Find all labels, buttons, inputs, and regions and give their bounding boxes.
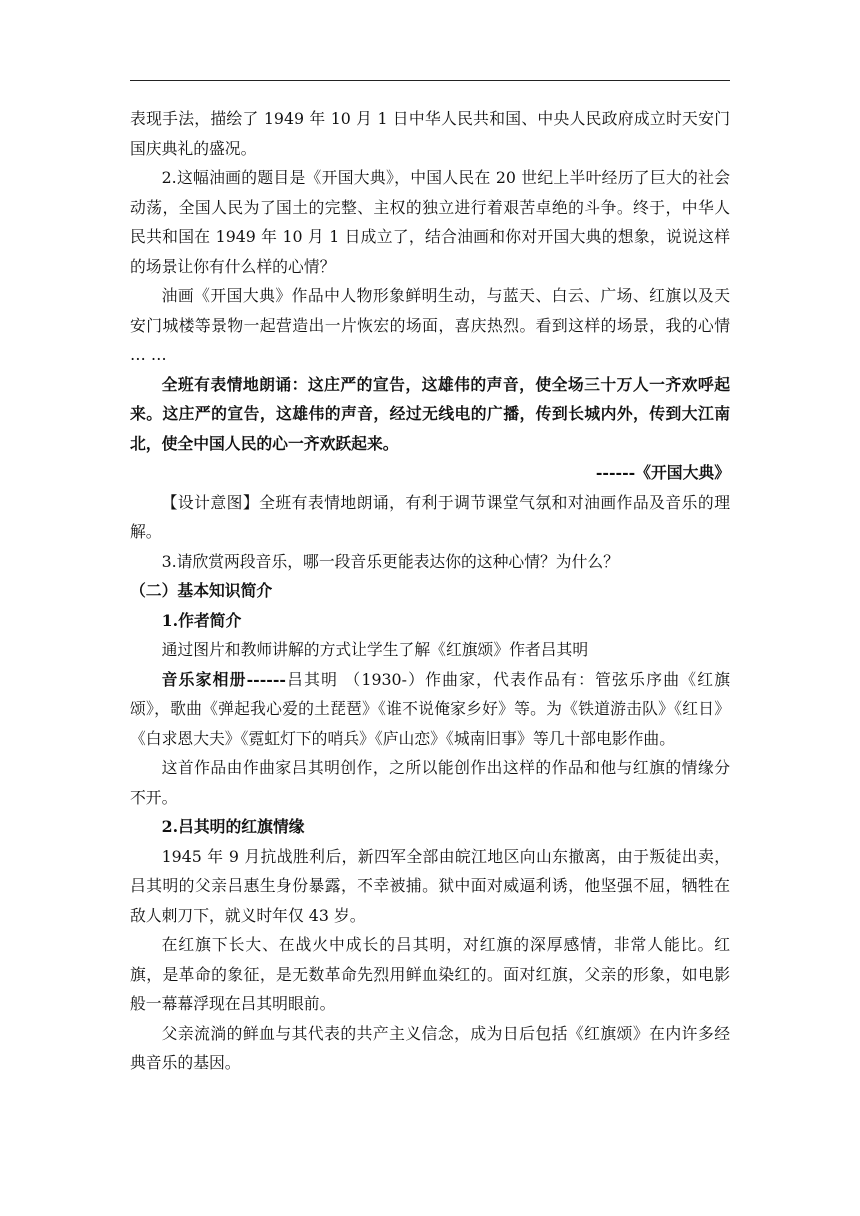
paragraph: 油画《开国大典》作品中人物形象鲜明生动，与蓝天、白云、广场、红旗以及天安门城楼等景物一起营造出一片恢宏的场面，喜庆热烈。看到这样的场景，我的心情 … …: [130, 286, 730, 364]
header-rule: [130, 80, 730, 81]
paragraph: 表现手法，描绘了 1949 年 10 月 1 日中华人民共和国、中央人民政府成立时天安门国庆典礼的盛况。: [130, 109, 730, 158]
design-intent: 【设计意图】全班有表情地朗诵，有利于调节课堂气氛和对油画作品及音乐的理解。: [130, 492, 730, 541]
subsection-heading: 2.吕其明的红旗情缘: [161, 817, 305, 836]
subsection-heading: 1.作者简介: [161, 610, 242, 630]
section-heading: （二）基本知识简介: [130, 581, 273, 600]
paragraph: 在红旗下长大、在战火中成长的吕其明，对红旗的深厚感情，非常人能比。红旗，是革命的象征，是无数革命先烈用鲜血染红的。面对红旗，父亲的形象，如电影般一幕幕浮现在吕其明眼前。: [130, 935, 730, 1013]
paragraph: 通过图片和教师讲解的方式让学生了解《红旗颂》作者吕其明: [161, 640, 589, 659]
recitation-source: ------《开国大典》: [595, 463, 730, 482]
profile-label: 音乐家相册------: [161, 669, 286, 689]
paragraph: 1945 年 9 月抗战胜利后，新四军全部由皖江地区向山东撤离，由于叛徒出卖，吕其明的父亲吕惠生身份暴露，不幸被捕。狱中面对威逼利诱，他坚强不屈，牺牲在敌人刺刀下，就义时年仅 43 岁。: [130, 846, 730, 925]
question-2: 2.这幅油画的题目是《开国大典》，中国人民在 20 世纪上半叶经历了巨大的社会动荡，全国人民为了国土的完整、主权的独立进行着艰苦卓绝的斗争。终于，中华人民共和国在 1949 年 10 月 1 日成立了，结合油画和你对开国大典的想象，说说这样的场景让你有什么样的心情？: [130, 168, 730, 276]
paragraph: 父亲流淌的鲜血与其代表的共产主义信念，成为日后包括《红旗颂》在内许多经典音乐的基因。: [130, 1023, 730, 1072]
question-3: 3.请欣赏两段音乐，哪一段音乐更能表达你的这种心情？为什么？: [161, 551, 619, 571]
paragraph: 这首作品由作曲家吕其明创作，之所以能创作出这样的作品和他与红旗的情缘分不开。: [130, 758, 730, 807]
recitation-text: 全班有表情地朗诵：这庄严的宣告，这雄伟的声音，使全场三十万人一齐欢呼起来。这庄严的宣告，这雄伟的声音，经过无线电的广播，传到长城内外，传到大江南北，使全中国人民的心一齐欢跃起来。: [130, 374, 730, 453]
composer-profile: [130, 665, 730, 754]
profile-text: 吕其明 （1930-）作曲家，代表作品有：管弦乐序曲《红旗颂》，歌曲《弹起我心爱的土琵琶》《谁不说俺家乡好》等。为《铁道游击队》《红日》《白求恩大夫》《霓虹灯下的哨兵》《庐山恋》《城南旧事》等几十部电影作曲。: [130, 669, 730, 748]
document-body: [130, 104, 730, 1078]
